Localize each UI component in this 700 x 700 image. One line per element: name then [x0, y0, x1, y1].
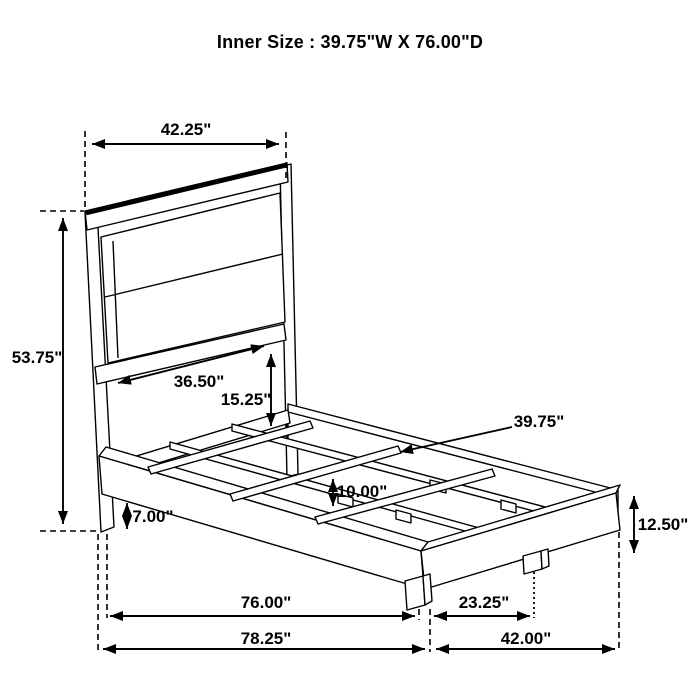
- bed-frame: [99, 404, 620, 610]
- dim-head-leg-height: [127, 503, 174, 529]
- dim-label-frame-clearance: 10.00": [336, 482, 388, 501]
- dim-label-headboard-width: 42.25": [160, 120, 212, 139]
- dim-label-rail-drop: 15.25": [220, 390, 272, 409]
- dim-label-overall-length: 78.25": [240, 629, 292, 648]
- diagram-title: Inner Size : 39.75"W X 76.00"D: [216, 32, 484, 52]
- dim-label-head-leg-height: 7.00": [132, 507, 174, 526]
- dim-slat-width: [400, 412, 564, 452]
- dim-label-inner-length: 76.00": [240, 593, 292, 612]
- dim-label-slat-width: 39.75": [513, 412, 565, 431]
- dim-headboard-width: [92, 120, 279, 144]
- dim-overall-length: [103, 629, 425, 649]
- dim-label-headboard-height: 53.75": [11, 348, 63, 367]
- foot-leg-front: [405, 576, 425, 610]
- dim-rail-drop: [221, 354, 272, 426]
- middle-foot-leg-side: [541, 549, 549, 569]
- dim-label-foot-section-length: 23.25": [458, 593, 510, 612]
- dim-foot-width: [436, 629, 615, 649]
- dim-label-foot-width: 42.00": [500, 629, 552, 648]
- foot-leg-side: [423, 574, 432, 605]
- dim-label-side-rail-height: 12.50": [637, 515, 689, 534]
- dim-side-rail-height: [634, 496, 688, 553]
- dim-foot-section-length: [434, 593, 530, 616]
- dim-inner-length: [110, 593, 415, 616]
- dim-label-headboard-inner-width: 36.50": [173, 372, 225, 391]
- dim-headboard-height: [12, 218, 63, 524]
